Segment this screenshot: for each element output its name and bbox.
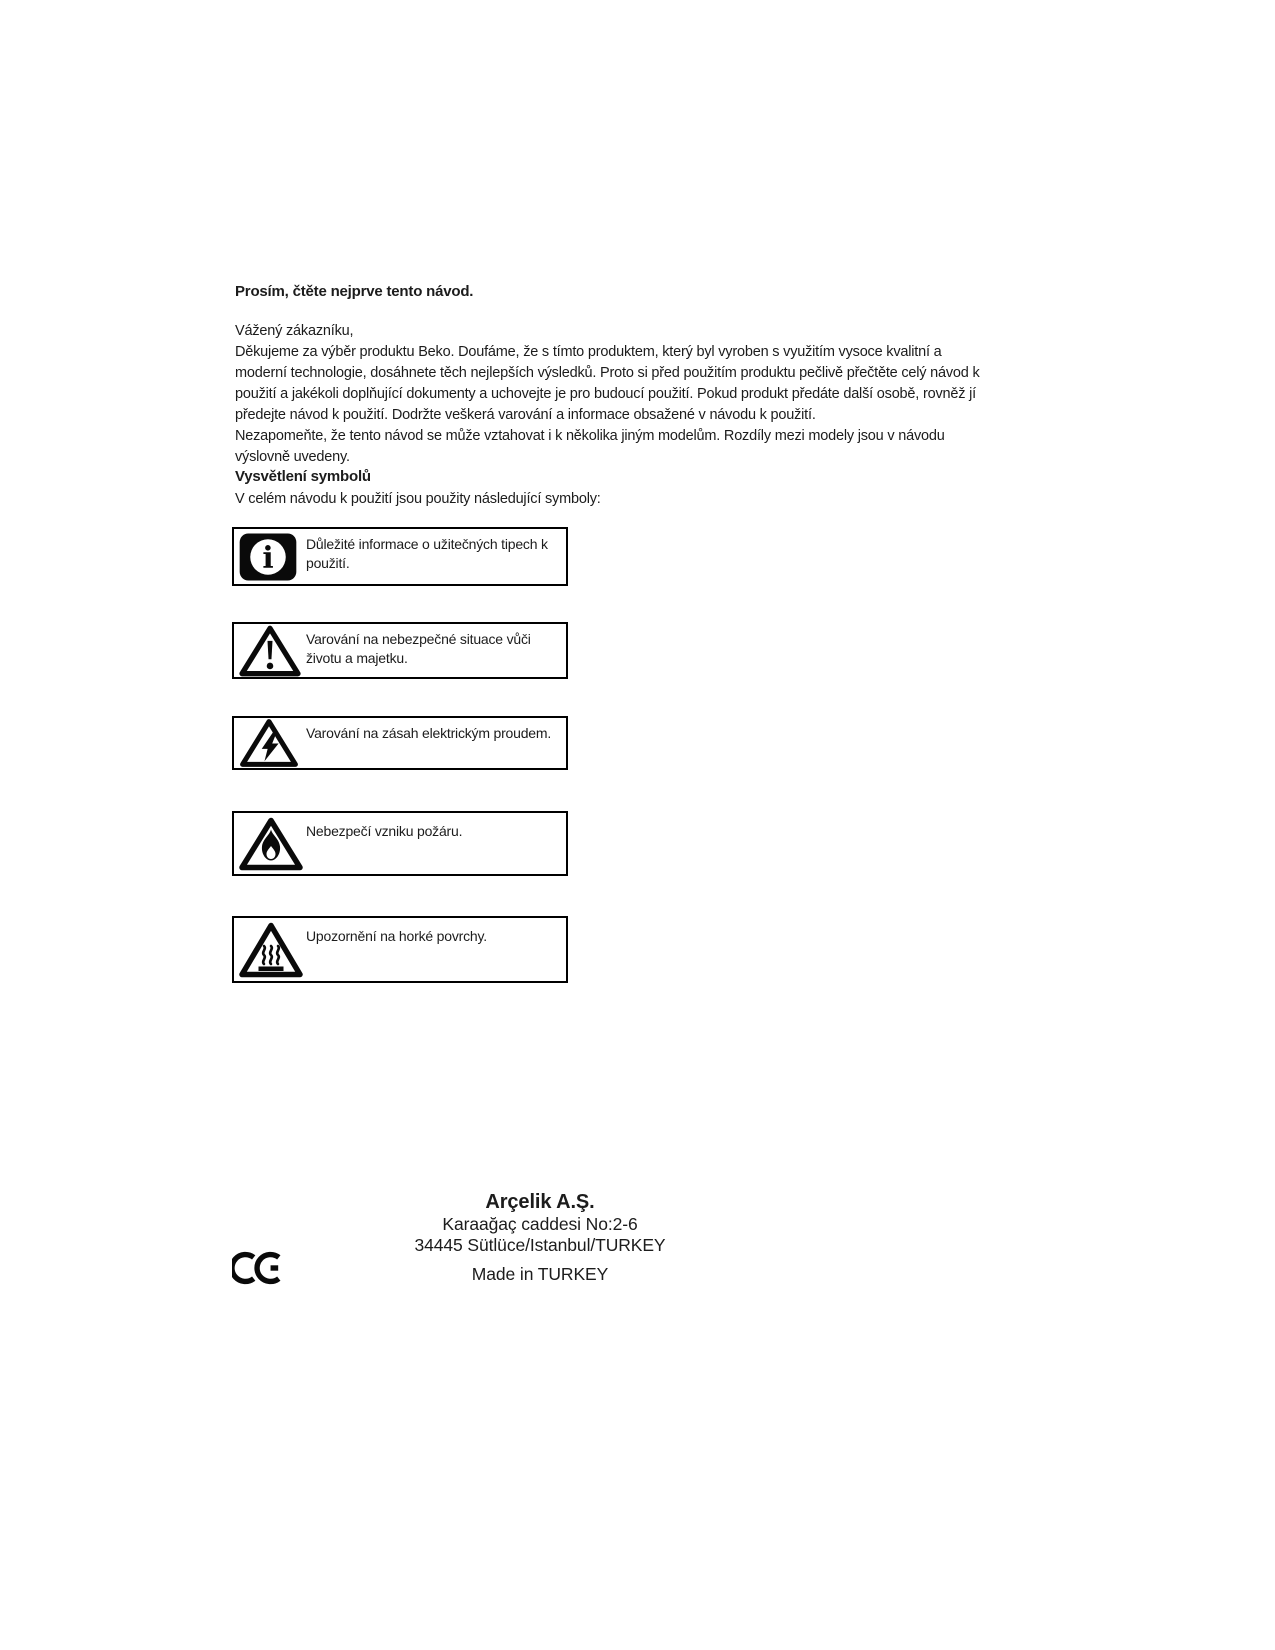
manufacturer-address-line2: 34445 Sütlüce/Istanbul/TURKEY — [414, 1235, 666, 1255]
symbol-box-info — [232, 527, 568, 586]
symbol-text: Upozornění na horké povrchy. — [306, 928, 487, 944]
manufacturer-name: Arçelik A.Ş. — [485, 1191, 595, 1213]
symbols-intro: V celém návodu k použití jsou použity následující symboly: — [235, 491, 601, 507]
warning-icon — [239, 624, 301, 678]
symbol-text: Důležité informace o užitečných tipech k použití. — [306, 536, 548, 571]
hot-surface-icon — [239, 920, 303, 979]
salutation: Vážený zákazníku, — [235, 323, 354, 339]
ce-mark-icon — [232, 1250, 284, 1286]
symbol-text: Varování na nebezpečné situace vůči životu a majetku. — [306, 631, 531, 666]
symbol-box-electric — [232, 716, 568, 770]
svg-text:i: i — [262, 540, 274, 576]
symbol-box-hot-surface — [232, 916, 568, 983]
paragraph-1: Děkujeme za výběr produktu Beko. Doufáme, že s tímto produktem, který byl vyroben s využitím vysoce kvalitní a moderní technologie, dosáhnete těch nejlepších výsledků. Proto si před použitím produktu pečlivě přečtěte celý návod k použití a jakékoli doplňující dokumenty a uchovejte je pro budoucí použití. Pokud produkt předáte další osobě, rovněž jí předejte návod k použití. Dodržte veškerá varování a informace obsažené v návodu k použití. — [235, 344, 980, 423]
manufacturer-address-line1: Karaağaç caddesi No:2-6 — [442, 1214, 638, 1234]
info-icon — [239, 533, 297, 581]
symbol-box-warning — [232, 622, 568, 679]
symbol-text: Varování na zásah elektrickým proudem. — [306, 725, 552, 741]
symbols-heading: Vysvětlení symbolů — [235, 468, 371, 485]
intro-heading: Prosím, čtěte nejprve tento návod. — [235, 283, 474, 300]
electric-shock-icon — [239, 718, 299, 769]
symbol-box-fire — [232, 811, 568, 876]
intro-paragraphs — [235, 321, 985, 468]
fire-icon — [239, 815, 303, 872]
paragraph-2: Nezapomeňte, že tento návod se může vztahovat i k několika jiným modelům. Rozdíly mezi modely jsou v návodu výslovně uvedeny. — [235, 428, 945, 465]
made-in-label: Made in TURKEY — [471, 1264, 609, 1284]
symbol-text: Nebezpečí vzniku požáru. — [306, 823, 463, 839]
